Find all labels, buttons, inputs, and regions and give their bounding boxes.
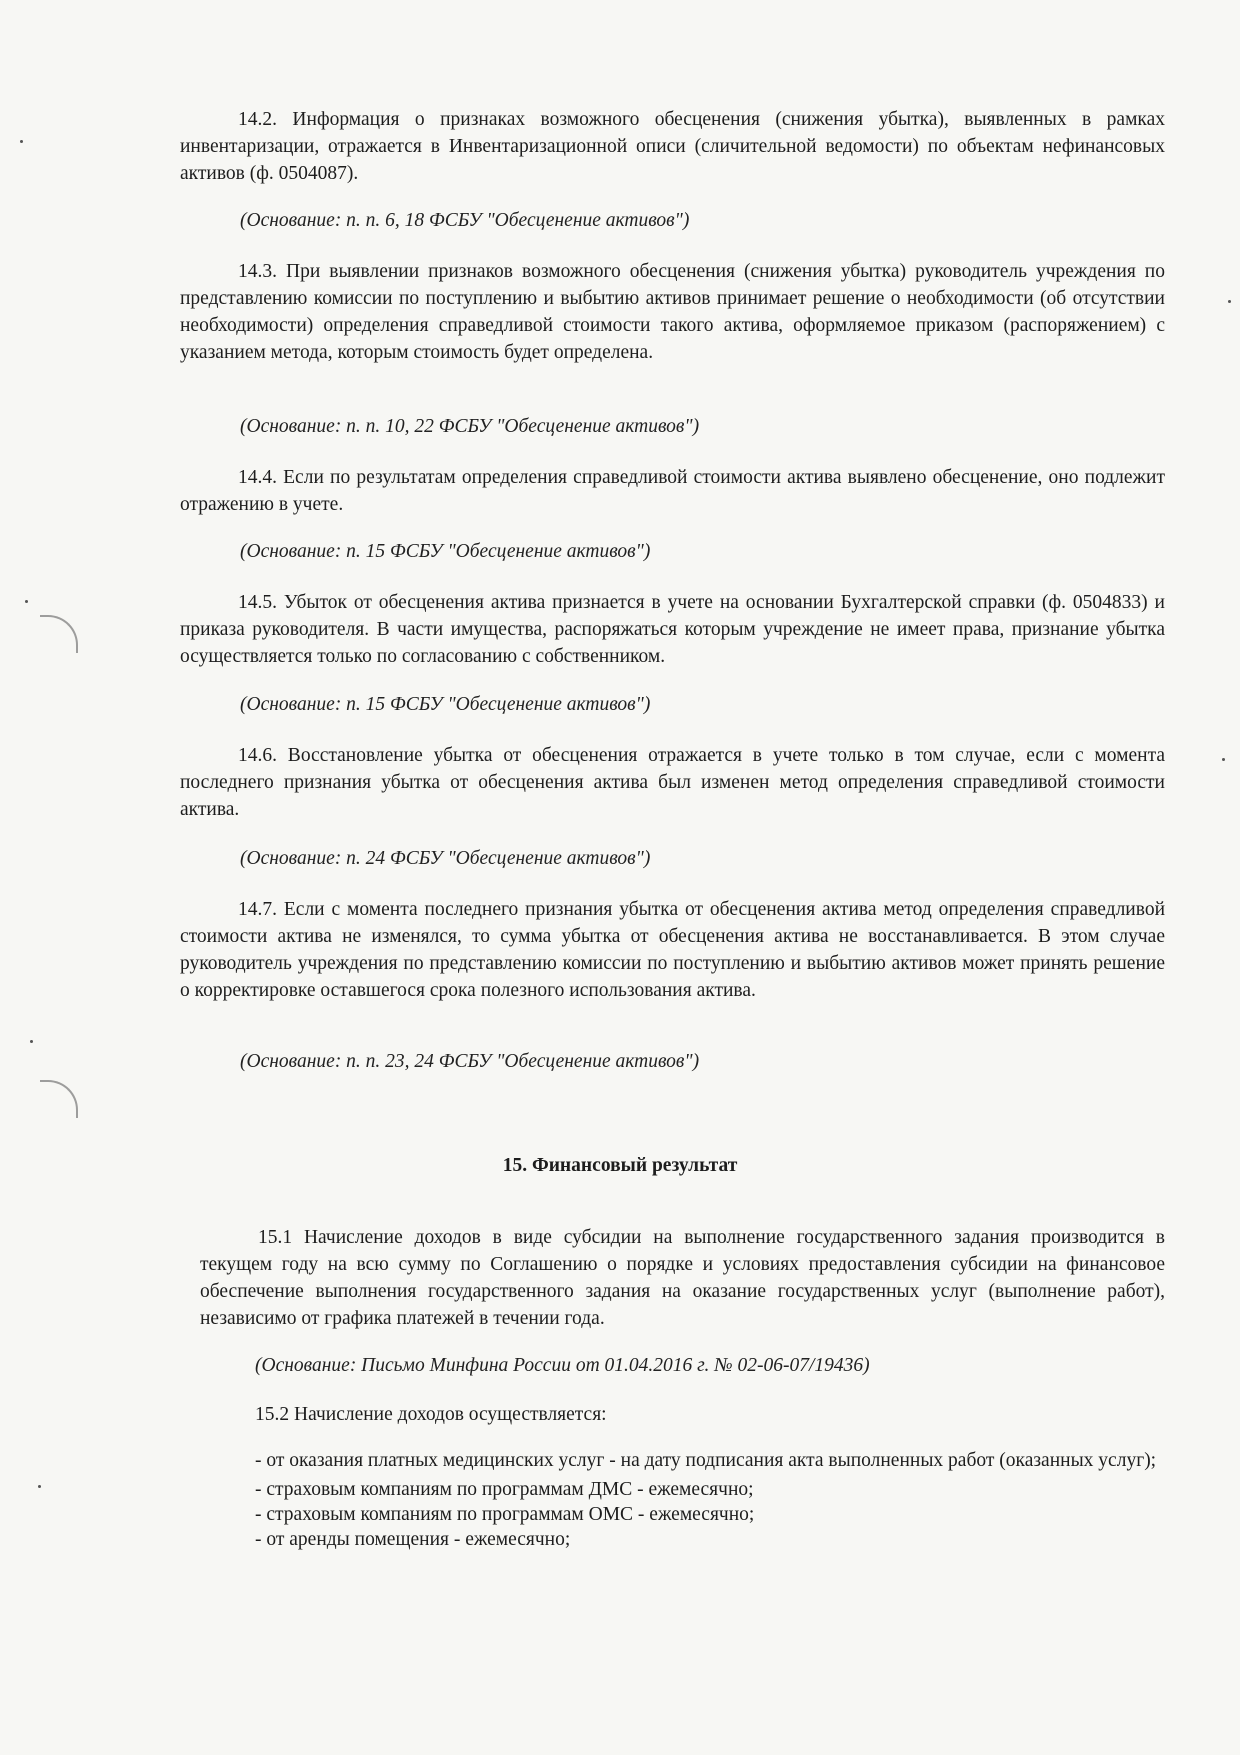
basis-15-1: (Основание: Письмо Минфина России от 01.04.2016 г. № 02-06-07/19436) — [255, 1355, 870, 1376]
punch-hole-mark — [40, 1080, 78, 1118]
scan-speck — [25, 600, 28, 603]
list-item: - от аренды помещения - ежемесячно; — [255, 1529, 571, 1550]
scan-speck — [1222, 758, 1225, 761]
punch-hole-mark — [40, 615, 78, 653]
paragraph-14-4: 14.4. Если по результатам определения справедливой стоимости актива выявлено обесценение, оно подлежит отражению в учете. — [180, 467, 1165, 515]
scan-speck — [1228, 300, 1231, 303]
basis-14-4: (Основание: п. 15 ФСБУ "Обесценение активов") — [240, 541, 651, 562]
paragraph-14-7: 14.7. Если с момента последнего признания убытка от обесценения актива метод определения справедливой стоимости актива не изменялся, то сумма убытка от обесценения актива не восстанавливается. В этом случае руководитель учреждения по представлению комиссии по поступлению и выбытию активов может принять решение о корректировке оставшегося срока полезного использования актива. — [180, 899, 1165, 1001]
paragraph-14-5: 14.5. Убыток от обесценения актива признается в учете на основании Бухгалтерской справки (ф. 0504833) и приказа руководителя. В части имущества, распоряжаться которым учреждение не имеет права, признание убытка осуществляется только по согласованию с собственником. — [180, 592, 1165, 667]
paragraph-14-2: 14.2. Информация о признаках возможного обесценения (снижения убытка), выявленных в рамках инвентаризации, отражается в Инвентаризационной описи (сличительной ведомости) по объектам нефинансовых активов (ф. 0504087). — [180, 109, 1165, 184]
basis-14-3: (Основание: п. п. 10, 22 ФСБУ "Обесценение активов") — [240, 416, 700, 437]
income-list — [200, 1447, 1165, 1552]
basis-14-7: (Основание: п. п. 23, 24 ФСБУ "Обесценение активов") — [240, 1051, 700, 1072]
list-item: - от оказания платных медицинских услуг - на дату подписания акта выполненных работ (оказанных услуг); — [255, 1450, 1157, 1471]
basis-14-6: (Основание: п. 24 ФСБУ "Обесценение активов") — [240, 848, 651, 869]
scan-speck — [20, 140, 23, 143]
scan-speck — [30, 1040, 33, 1043]
basis-14-5: (Основание: п. 15 ФСБУ "Обесценение активов") — [240, 694, 651, 715]
list-item: - страховым компаниям по программам ДМС - ежемесячно; — [255, 1479, 754, 1500]
scan-speck — [38, 1485, 41, 1488]
list-item: - страховым компаниям по программам ОМС - ежемесячно; — [255, 1504, 755, 1525]
paragraph-15-1: 15.1 Начисление доходов в виде субсидии на выполнение государственного задания производится в текущем году на всю сумму по Соглашению о порядке и условиях предоставления субсидии на финансовое обеспечение выполнения государственного задания на оказание государственных услуг (выполнение работ), независимо от графика платежей в течении года. — [200, 1227, 1165, 1329]
section-15-heading: 15. Финансовый результат — [502, 1155, 738, 1176]
basis-14-2: (Основание: п. п. 6, 18 ФСБУ "Обесценение активов") — [240, 210, 690, 231]
paragraph-14-3: 14.3. При выявлении признаков возможного обесценения (снижения убытка) руководитель учреждения по представлению комиссии по поступлению и выбытию активов принимает решение о необходимости (об отсутствии необходимости) определения справедливой стоимости такого актива, оформляемое приказом (распоряжением) с указанием метода, которым стоимость будет определена. — [180, 261, 1165, 363]
paragraph-14-6: 14.6. Восстановление убытка от обесценения отражается в учете только в том случае, если с момента последнего признания убытка от обесценения актива был изменен метод определения справедливой стоимости актива. — [180, 745, 1165, 820]
paragraph-15-2: 15.2 Начисление доходов осуществляется: — [255, 1404, 607, 1425]
